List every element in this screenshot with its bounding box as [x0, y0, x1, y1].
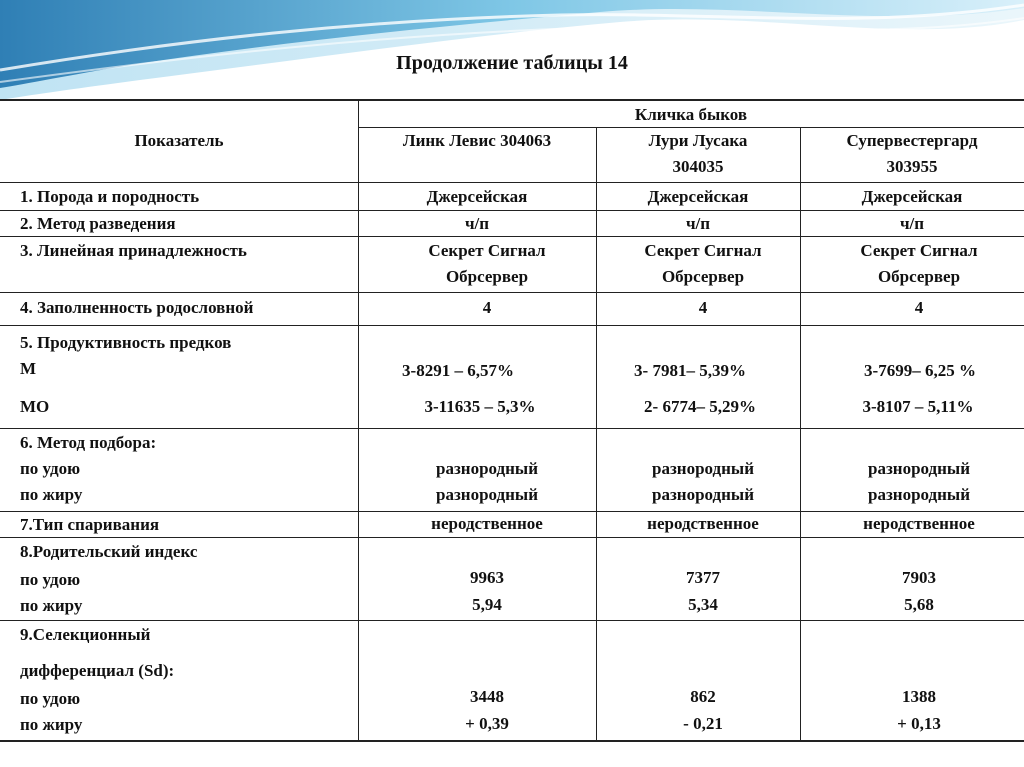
page-title: Продолжение таблицы 14	[396, 52, 628, 74]
header-bull-2: Лури Лусака	[648, 131, 748, 150]
row-divider	[0, 182, 1024, 183]
cell: Джерсейская	[647, 187, 749, 206]
cell: 3448	[470, 687, 504, 706]
cell: Обрсервер	[877, 267, 961, 286]
row-divider	[0, 428, 1024, 429]
cell: + 0,13	[897, 714, 941, 733]
header-bull-1: Линк Левис 304063	[402, 131, 552, 150]
row-sublabel: по удою	[20, 459, 81, 478]
row-label: 1. Порода и породность	[20, 187, 200, 206]
cell: 5,68	[904, 595, 934, 614]
cell: разнородный	[435, 485, 538, 504]
header-bull-group: Кличка быков	[634, 105, 748, 124]
cell: разнородный	[867, 485, 970, 504]
row-label: 8.Родительский индекс	[20, 542, 198, 561]
cell: Джерсейская	[426, 187, 528, 206]
cell: 3-7699– 6,25 %	[864, 361, 976, 380]
cell: 862	[690, 687, 716, 706]
row-label: 2. Метод разведения	[20, 214, 176, 233]
cell: ч/п	[685, 214, 711, 233]
cell: 5,94	[472, 595, 502, 614]
cell: 3-8107 – 5,11%	[862, 397, 974, 416]
cell: - 0,21	[683, 714, 723, 733]
top-rule	[0, 99, 1024, 101]
cell: + 0,39	[465, 714, 509, 733]
row-label: 6. Метод подбора:	[20, 433, 157, 452]
row-sublabel: М	[20, 359, 37, 378]
row-label: 4. Заполненность родословной	[20, 298, 254, 317]
row-label: 7.Тип спаривания	[20, 515, 160, 534]
cell: Джерсейская	[861, 187, 963, 206]
row-label: 3. Линейная принадлежность	[20, 241, 247, 260]
row-sublabel: по жиру	[20, 715, 83, 734]
cell: 9963	[470, 568, 504, 587]
row-sublabel: по жиру	[20, 596, 83, 615]
row-divider	[0, 620, 1024, 621]
cell: ч/п	[464, 214, 490, 233]
cell: 5,34	[688, 595, 718, 614]
cell: 3- 7981– 5,39%	[634, 361, 746, 380]
cell: разнородный	[435, 459, 538, 478]
cell: 7903	[902, 568, 936, 587]
row-sublabel: МО	[20, 397, 50, 416]
cell: 1388	[902, 687, 936, 706]
header-bull-3-id: 303955	[886, 157, 938, 176]
cell: 7377	[686, 568, 720, 587]
header-bull-3: Супервестергард	[846, 131, 978, 150]
row-label: 5. Продуктивность предков	[20, 333, 232, 352]
cell: Обрсервер	[661, 267, 745, 286]
cell: неродственное	[431, 514, 543, 533]
cell: неродственное	[647, 514, 759, 533]
header-bull-2-id: 304035	[672, 157, 724, 176]
row-sublabel: по удою	[20, 570, 81, 589]
cell: Секрет Сигнал	[428, 241, 546, 260]
header-indicator: Показатель	[134, 131, 224, 150]
cell: 4	[482, 298, 492, 317]
cell: разнородный	[651, 485, 754, 504]
row-label-cont: дифференциал (Sd):	[20, 661, 175, 680]
cell: 4	[698, 298, 708, 317]
cell: 2- 6774– 5,29%	[644, 397, 756, 416]
cell: неродственное	[863, 514, 975, 533]
cell: ч/п	[899, 214, 925, 233]
row-sublabel: по удою	[20, 689, 81, 708]
row-label: 9.Селекционный	[20, 625, 151, 644]
cell: разнородный	[651, 459, 754, 478]
cell: разнородный	[867, 459, 970, 478]
row-divider	[0, 292, 1024, 293]
row-divider	[0, 325, 1024, 326]
cell: Секрет Сигнал	[644, 241, 762, 260]
bottom-rule	[0, 740, 1024, 742]
cell: 3-8291 – 6,57%	[402, 361, 514, 380]
cell: 3-11635 – 5,3%	[424, 397, 536, 416]
cell: 4	[914, 298, 924, 317]
cell: Обрсервер	[445, 267, 529, 286]
row-sublabel: по жиру	[20, 485, 83, 504]
cell: Секрет Сигнал	[860, 241, 978, 260]
